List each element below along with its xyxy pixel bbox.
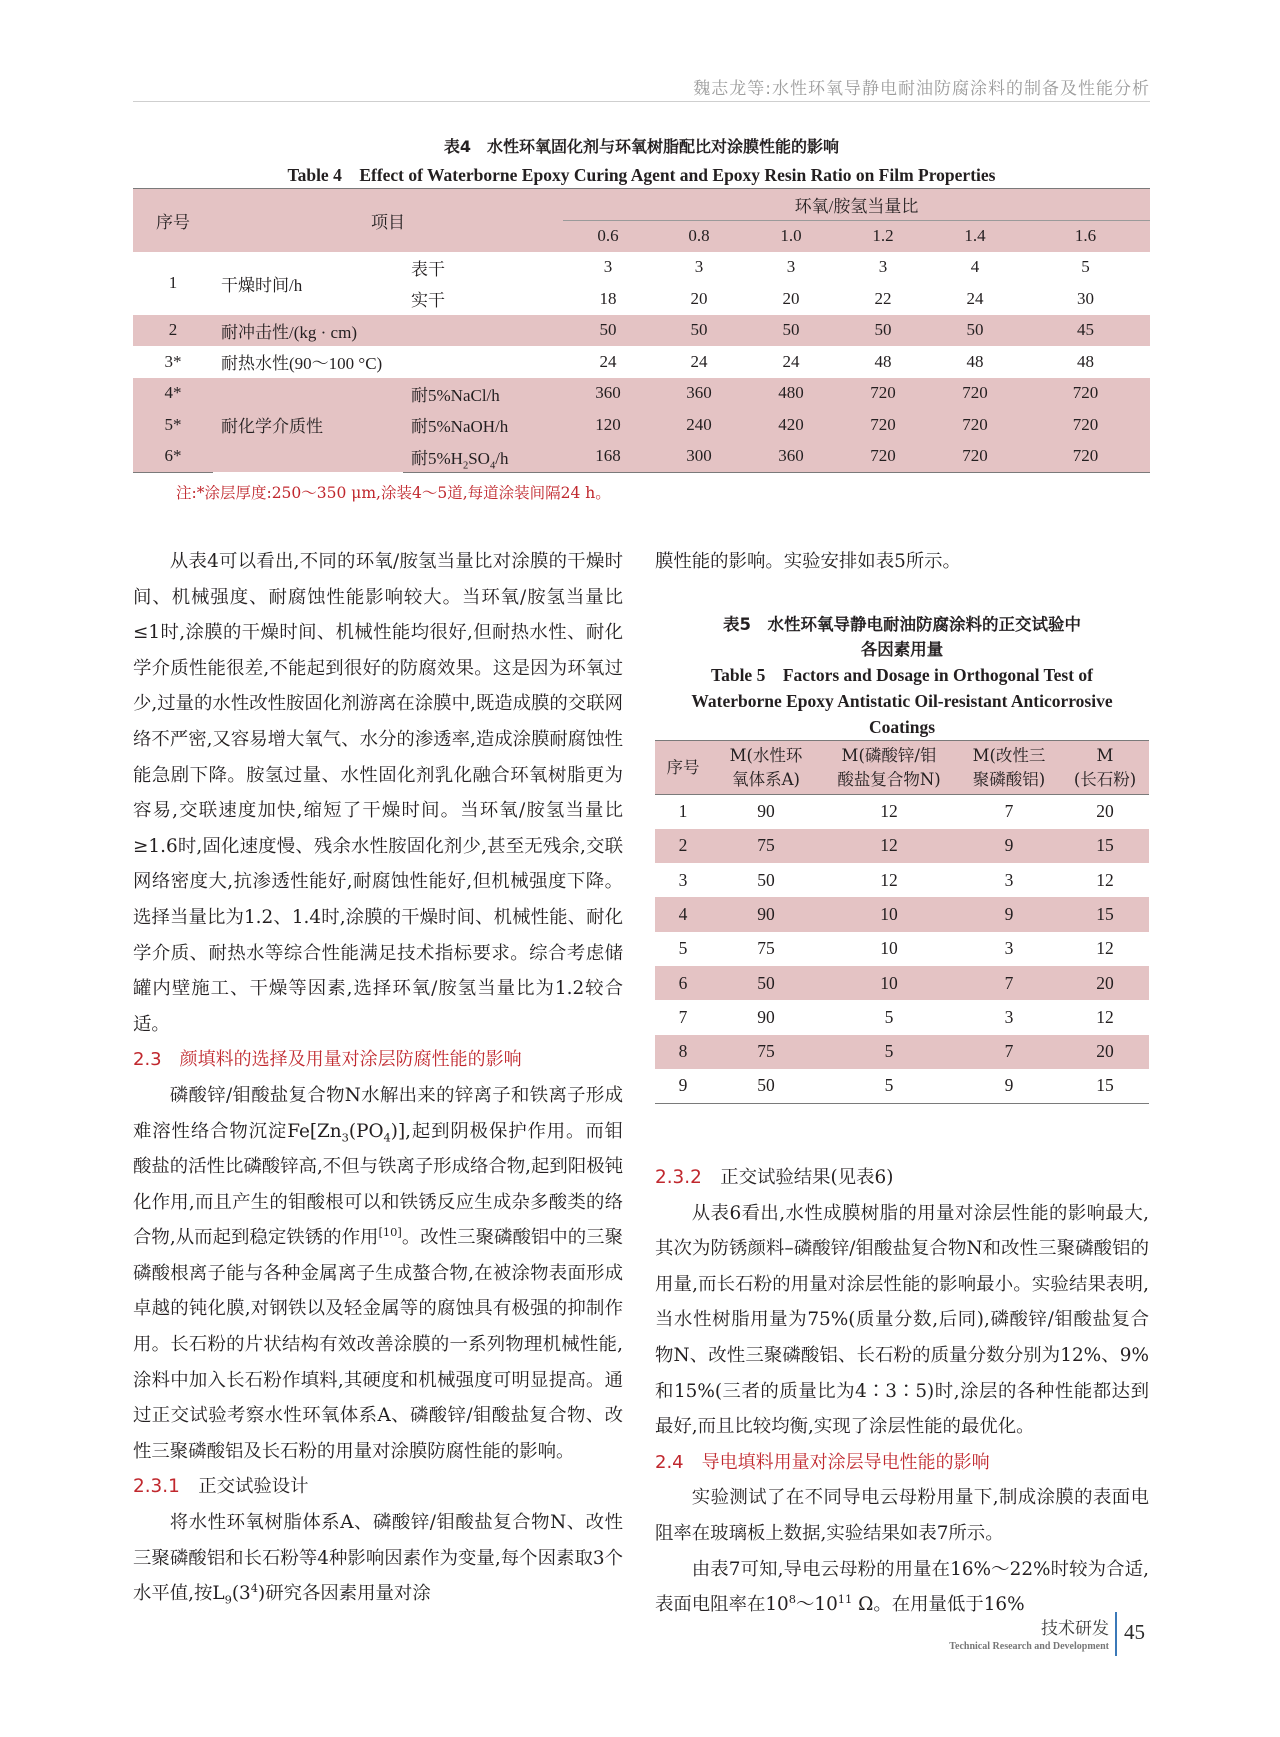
t4-cell: 360 (745, 441, 837, 473)
t5-cell: 5 (821, 1069, 957, 1103)
t4-cell: 720 (837, 409, 929, 441)
t4-ratio: 1.6 (1021, 220, 1150, 252)
t4-cell: 300 (653, 441, 745, 473)
t5-cell: 50 (757, 869, 775, 890)
t4-cell: 50 (929, 315, 1021, 347)
t5-cell: 10 (821, 966, 957, 1000)
t5-cell: 90 (711, 897, 821, 931)
table-row (655, 795, 1149, 829)
paragraph: 从表4可以看出,不同的环氧/胺氢当量比对涂膜的干燥时间、机械强度、耐腐蚀性能影响较大。当环氧/胺氢当量比≤1时,涂膜的干燥时间、机械性能均很好,但耐热水性、耐化学介质性能很差,不能起到很好的防腐效果。这是因为环氧过少,过量的水性改性胺固化剂游离在涂膜中,既造成膜的交联网络不严密,又容易增大氧气、水分的渗透率,造成涂膜耐腐蚀性能急剧下降。胺氢过量、水性固化剂乳化融合环氧树脂更为容易,交联速度加快,缩短了干燥时间。当环氧/胺氢当量比≥1.6时,固化速度慢、残余水性胺固化剂少,甚至无残余,交联网络密度大,抗渗透性能好,耐腐蚀性能好,但机械强度下降。选择当量比为1.2、1.4时,涂膜的干燥时间、机械性能、耐化学介质、耐热水等综合性能满足技术指标要求。综合考虑储罐内壁施工、干燥等因素,选择环氧/胺氢当量比为1.2较合适。 (133, 551, 623, 1035)
table4 (133, 188, 1150, 473)
t5-cell: 12 (1096, 1006, 1114, 1027)
section-heading-2-3: 2.3 颜填料的选择及用量对涂层防腐性能的影响 (133, 1049, 522, 1071)
t4-header-ratio: 环氧/胺氢当量比 (563, 189, 1150, 221)
t4-ratio: 1.0 (745, 220, 837, 252)
t4-cell: 耐冲击性/(kg · cm) (213, 315, 563, 347)
t4-cell: 720 (1021, 441, 1150, 473)
t4-cell: 3 (694, 257, 704, 277)
t5-cell: 7 (678, 1006, 688, 1027)
t5-cell: 75 (711, 829, 821, 863)
t5-cell: 6 (655, 966, 711, 1000)
table5-caption-cn: 表5 水性环氧导静电耐油防腐涂料的正交试验中 各因素用量 (723, 615, 1081, 659)
t4-cell: 720 (929, 441, 1021, 473)
t4-cell: 360 (653, 378, 745, 410)
t4-cell: 24 (599, 351, 617, 371)
t5-cell: 12 (1096, 938, 1114, 959)
t5-cell: 15 (1061, 829, 1149, 863)
table4-caption-en: Table 4 Effect of Waterborne Epoxy Curing Agent and Epoxy Resin Ratio on Film Properties (287, 165, 996, 185)
t5-cell: 12 (1096, 869, 1114, 890)
t4-cell: 720 (837, 378, 929, 410)
t4-cell: 720 (1021, 409, 1150, 441)
t4-cell: 480 (745, 378, 837, 410)
t4-cell: 5* (133, 409, 213, 441)
table-row (133, 346, 1150, 378)
t4-cell: 420 (745, 409, 837, 441)
t4-cell: 4 (970, 257, 980, 277)
t5-header-cell: 序号 (655, 741, 711, 795)
table-row (133, 315, 1150, 347)
section-heading-2-4: 2.4 导电填料用量对涂层导电性能的影响 (655, 1451, 990, 1473)
table-row (655, 1035, 1149, 1069)
table-row (655, 897, 1149, 931)
table-row (655, 863, 1149, 897)
header-rule (133, 101, 1150, 102)
t4-cell: 耐$5\%H_2SO_4/h$ (403, 441, 563, 473)
running-header: 魏志龙等:水性环氧导静电耐油防腐涂料的制备及性能分析 (693, 79, 1150, 99)
t4-cell: 24 (690, 351, 708, 371)
t5-header-cell: M(磷酸锌/钼 酸盐复合物N) (821, 741, 957, 795)
t5-cell: 7 (957, 1035, 1061, 1069)
t5-cell: 2 (655, 829, 711, 863)
t4-cell: 360 (563, 378, 653, 410)
t4-cell: 50 (745, 315, 837, 347)
t4-cell: 48 (874, 351, 892, 371)
table-row (133, 252, 1150, 284)
table4-note: 注:*涂层厚度:250～350 μm,涂装4～5道,每道涂装间隔24 h。 (176, 484, 611, 502)
t4-cell: 6* (133, 441, 213, 473)
table-row (655, 1000, 1149, 1034)
t5-cell: 4 (655, 897, 711, 931)
paragraph: 膜性能的影响。实验安排如表5所示。 (655, 551, 961, 572)
t4-ratio: 0.8 (653, 220, 745, 252)
t4-ratio: 1.4 (929, 220, 1021, 252)
paragraph: 磷酸锌/钼酸盐复合物N水解出来的锌离子和铁离子形成难溶性络合物沉淀$Fe[Zn_3(PO_4)]$,起到阴极保护作用。而钼酸盐的活性比磷酸锌高,不但与铁离子形成络合物,起到阳极钝化作用,而且产生的钼酸根可以和铁锈反应生成杂多酸类的络合物,从而起到稳定铁锈的作用[10]。改性三聚磷酸铝中的三聚磷酸根离子能与各种金属离子生成螯合物,在被涂物表面形成卓越的钝化膜,对钢铁以及轻金属等的腐蚀具有极强的抑制作用。长石粉的片状结构有效改善涂膜的一系列物理机械性能,涂料中加入长石粉作填料,其硬度和机械强度可明显提高。通过正交试验考察水性环氧体系A、磷酸锌/钼酸盐复合物、改性三聚磷酸铝及长石粉的用量对涂膜防腐性能的影响。 (133, 1084, 623, 1462)
t4-cell: 50 (837, 315, 929, 347)
t5-cell: 75 (757, 938, 775, 959)
table-row (655, 1069, 1149, 1103)
right-column-bottom (655, 1160, 1149, 1623)
t4-cell: 3 (786, 257, 796, 277)
page-number: 45 (1124, 1620, 1145, 1644)
t5-cell: 7 (1004, 801, 1014, 822)
t4-cell: 耐5%NaOH/h (403, 409, 563, 441)
table-row (655, 966, 1149, 1000)
t5-cell: 9 (957, 1069, 1061, 1103)
t4-cell: 48 (966, 351, 984, 371)
t5-cell: 90 (757, 801, 775, 822)
table4-caption-cn: 表4 水性环氧固化剂与环氧树脂配比对涂膜性能的影响 (443, 137, 840, 156)
t5-cell: 90 (757, 1006, 775, 1027)
t5-cell: 10 (880, 938, 898, 959)
t4-cell: 720 (837, 441, 929, 473)
t4-cell: 18 (599, 288, 617, 308)
t4-cell: 耐化学介质性 (213, 378, 403, 473)
t4-cell: 干燥时间/h (221, 275, 303, 295)
t4-cell: 实干 (411, 291, 445, 311)
t4-cell: 耐5%NaCl/h (403, 378, 563, 410)
paragraph: 实验测试了在不同导电云母粉用量下,制成涂膜的表面电阻率在玻璃板上数据,实验结果如表7所示。 (655, 1487, 1149, 1544)
t5-cell: 5 (678, 938, 688, 959)
t4-cell: 4* (133, 378, 213, 410)
t4-cell: 20 (690, 288, 708, 308)
footer-bar (1115, 1612, 1117, 1656)
t4-cell: 120 (563, 409, 653, 441)
left-column (133, 544, 623, 1612)
t4-cell: 22 (874, 288, 892, 308)
table-row (655, 829, 1149, 863)
t5-header-cell: M(水性环 氧体系A) (711, 741, 821, 795)
t5-cell: 9 (957, 829, 1061, 863)
table-row (655, 932, 1149, 966)
t5-cell: 50 (711, 966, 821, 1000)
t4-cell: 30 (1077, 288, 1094, 308)
t4-cell: 3 (603, 257, 613, 277)
t4-cell: 240 (653, 409, 745, 441)
t4-cell: 表干 (411, 259, 445, 279)
t5-cell: 75 (711, 1035, 821, 1069)
t4-header-item: 项目 (213, 189, 563, 252)
t5-cell: 9 (957, 897, 1061, 931)
right-column-top (655, 544, 1149, 580)
t4-cell: 24 (966, 288, 984, 308)
table-row (133, 378, 1150, 410)
t5-cell: 12 (880, 801, 898, 822)
t4-ratio: 0.6 (563, 220, 653, 252)
section-heading-2-3-1: 2.3.1 正交试验设计 (133, 1476, 309, 1498)
t5-header-cell: M (长石粉) (1061, 741, 1149, 795)
t5-cell: 10 (821, 897, 957, 931)
t5-cell: 20 (1061, 966, 1149, 1000)
t5-cell: 3 (1004, 938, 1014, 959)
t4-cell: 3* (164, 351, 182, 371)
t5-cell: 5 (821, 1035, 957, 1069)
footer-section-en: Technical Research and Development (949, 1641, 1109, 1652)
t4-cell: 720 (1021, 378, 1150, 410)
t4-cell: 20 (782, 288, 800, 308)
t4-cell: 50 (653, 315, 745, 347)
t5-cell: 12 (880, 869, 898, 890)
table5-caption-en: Table 5 Factors and Dosage in Orthogonal Test of Waterborne Epoxy Antistatic Oil-resistant Anticorrosive Coatings (691, 665, 1113, 737)
footer-section-cn: 技术研发 (1041, 1619, 1109, 1639)
t5-cell: 3 (678, 869, 688, 890)
t4-cell: 3 (878, 257, 888, 277)
t5-cell: 3 (1004, 1006, 1014, 1027)
t4-header-no: 序号 (133, 189, 213, 252)
paragraph: 由表7可知,导电云母粉的用量在16%～22%时较为合适,表面电阻率在$10^8\sim 10^{11}$ Ω。在用量低于16% (655, 1558, 1149, 1616)
t5-cell: 15 (1061, 1069, 1149, 1103)
paragraph: 将水性环氧树脂体系A、磷酸锌/钼酸盐复合物N、改性三聚磷酸铝和长石粉等4种影响因素作为变量,每个因素取3个水平值,按$L_9(3^4)$研究各因素用量对涂 (133, 1512, 623, 1607)
table5 (655, 740, 1149, 1104)
t4-ratio: 1.2 (837, 220, 929, 252)
t4-cell: 50 (563, 315, 653, 347)
t4-cell: 耐热水性(90～100 °C) (221, 354, 383, 374)
paragraph: 从表6看出,水性成膜树脂的用量对涂层性能的影响最大,其次为防锈颜料–磷酸锌/钼酸盐复合物N和改性三聚磷酸铝的用量,而长石粉的用量对涂层性能的影响最小。实验结果表明,当水性树脂用量为75%(质量分数,后同),磷酸锌/钼酸盐复合物N、改性三聚磷酸铝、长石粉的质量分数分别为12%、9%和15%(三者的质量比为4∶3∶5)时,涂层的各种性能都达到最好,而且比较均衡,实现了涂层性能的最优化。 (655, 1202, 1149, 1438)
t5-header-cell: M(改性三 聚磷酸铝) (957, 741, 1061, 795)
t4-cell: 2 (133, 315, 213, 347)
t5-cell: 12 (821, 829, 957, 863)
t4-cell: 5 (1081, 257, 1090, 277)
t4-cell: 168 (563, 441, 653, 473)
t4-cell: 24 (782, 351, 800, 371)
t5-cell: 5 (884, 1006, 894, 1027)
t5-cell: 50 (711, 1069, 821, 1103)
t4-cell: 720 (929, 409, 1021, 441)
t5-cell: 3 (1004, 869, 1014, 890)
t5-cell: 20 (1096, 801, 1114, 822)
section-heading-2-3-2: 2.3.2 正交试验结果(见表6) (655, 1167, 894, 1188)
t5-cell: 9 (655, 1069, 711, 1103)
t4-cell: 45 (1021, 315, 1150, 347)
t4-cell: 720 (929, 378, 1021, 410)
t5-cell: 20 (1061, 1035, 1149, 1069)
t5-cell: 1 (678, 801, 688, 822)
t5-cell: 8 (655, 1035, 711, 1069)
t5-cell: 15 (1061, 897, 1149, 931)
t4-cell: 1 (168, 273, 178, 292)
t5-cell: 7 (957, 966, 1061, 1000)
t4-cell: 48 (1077, 351, 1094, 371)
